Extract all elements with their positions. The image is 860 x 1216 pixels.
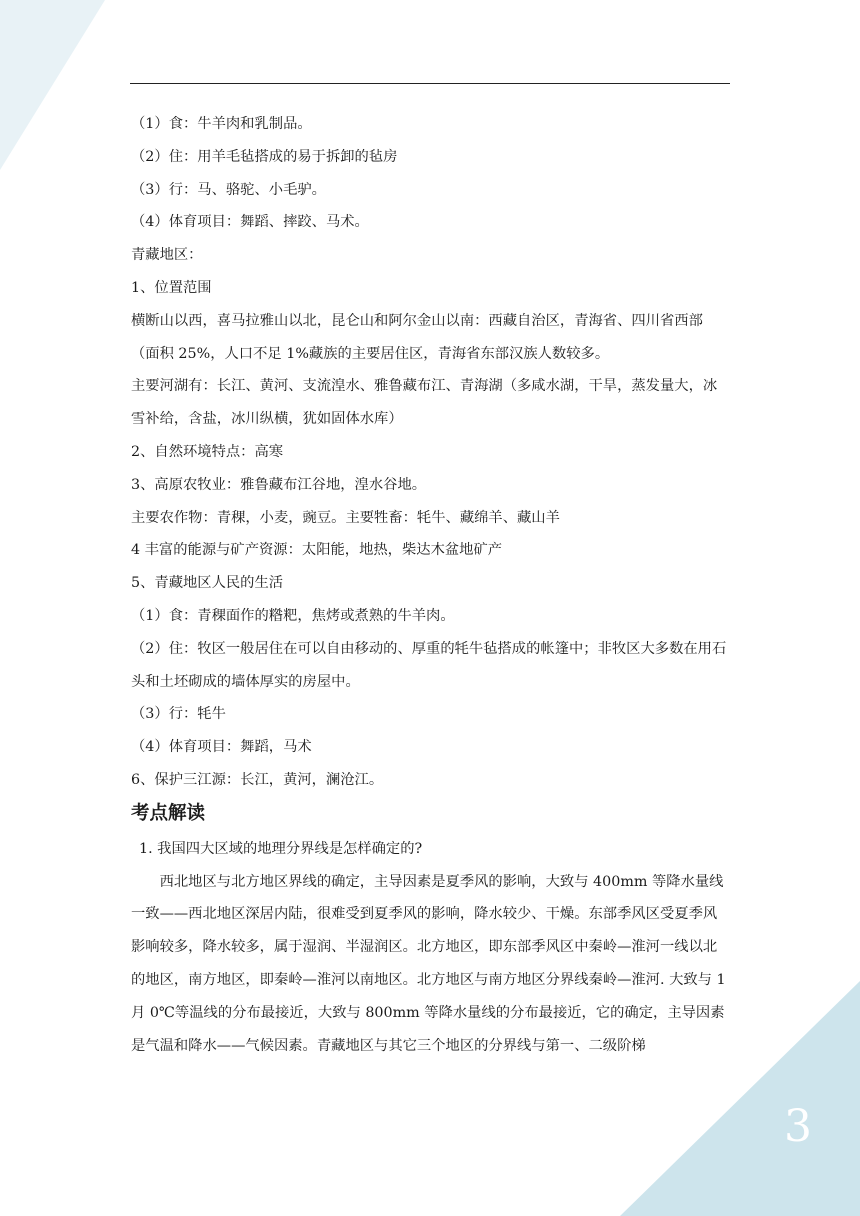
header-rule — [130, 83, 730, 84]
paragraph: 3、高原农牧业：雅鲁藏布江谷地，湟水谷地。 — [131, 476, 427, 493]
paragraph: （1）食：牛羊肉和乳制品。 — [131, 116, 312, 132]
page-number: 3 — [784, 1101, 812, 1152]
paragraph: （3）行：马、骆驼、小毛驴。 — [131, 181, 326, 198]
section-heading: 考点解读 — [131, 802, 206, 824]
document-body — [131, 108, 729, 1062]
paragraph: 横断山以西，喜马拉雅山以北，昆仑山和阿尔金山以南：西藏自治区，青海省、四川省西部（面积 25%，人口不足 1%藏族的主要居住区，青海省东部汉族人数较多。 — [131, 312, 703, 362]
paragraph: 6、保护三江源：长江，黄河，澜沧江。 — [131, 771, 384, 788]
corner-decoration-top-left — [0, 0, 105, 170]
paragraph: （4）体育项目：舞蹈、摔跤、马术。 — [131, 214, 369, 231]
paragraph: （1）食：青稞面作的糌粑，焦烤或煮熟的牛羊肉。 — [131, 607, 455, 624]
paragraph: （2）住：牧区一般居住在可以自由移动的、厚重的牦牛毡搭成的帐篷中；非牧区大多数在用石头和土坯砌成的墙体厚实的房屋中。 — [131, 640, 727, 690]
paragraph: （4）体育项目：舞蹈，马术 — [131, 739, 312, 756]
paragraph: 主要河湖有：长江、黄河、支流湟水、雅鲁藏布江、青海湖（多咸水湖，干旱，蒸发量大，冰雪补给，含盐，冰川纵横，犹如固体水库） — [131, 378, 718, 428]
paragraph: （2）住：用羊毛毡搭成的易于拆卸的毡房 — [131, 148, 398, 165]
paragraph: 2、自然环境特点：高寒 — [131, 443, 284, 460]
question: 1. 我国四大区域的地理分界线是怎样确定的? — [139, 840, 423, 857]
paragraph: 青藏地区： — [131, 247, 203, 264]
paragraph: 4 丰富的能源与矿产资源：太阳能，地热，柴达木盆地矿产 — [131, 542, 503, 559]
paragraph: （3）行：牦牛 — [131, 706, 226, 723]
paragraph: 5、青藏地区人民的生活 — [131, 575, 284, 592]
answer-paragraph: 西北地区与北方地区界线的确定，主导因素是夏季风的影响，大致与 400mm 等降水量线一致——西北地区深居内陆，很难受到夏季风的影响，降水较少、干燥。东部季风区受夏季风影响较多，降水较多，属于湿润、半湿润区。北方地区，即东部季风区中秦岭—淮河一线以北的地区，南方地区，即秦岭—淮河以南地区。北方地区与南方地区分界线秦岭—淮河. 大致与 1 月 0℃等温线的分布最接近，大致与 800mm 等降水量线的分布最接近，它的确定，主导因素是气温和降水——气候因素。青藏地区与其它三个地区的分界线与第一、二级阶梯 — [131, 873, 726, 1054]
paragraph: 主要农作物：青稞，小麦，豌豆。主要牲畜：牦牛、藏绵羊、藏山羊 — [131, 509, 560, 526]
paragraph: 1、位置范围 — [131, 279, 212, 296]
